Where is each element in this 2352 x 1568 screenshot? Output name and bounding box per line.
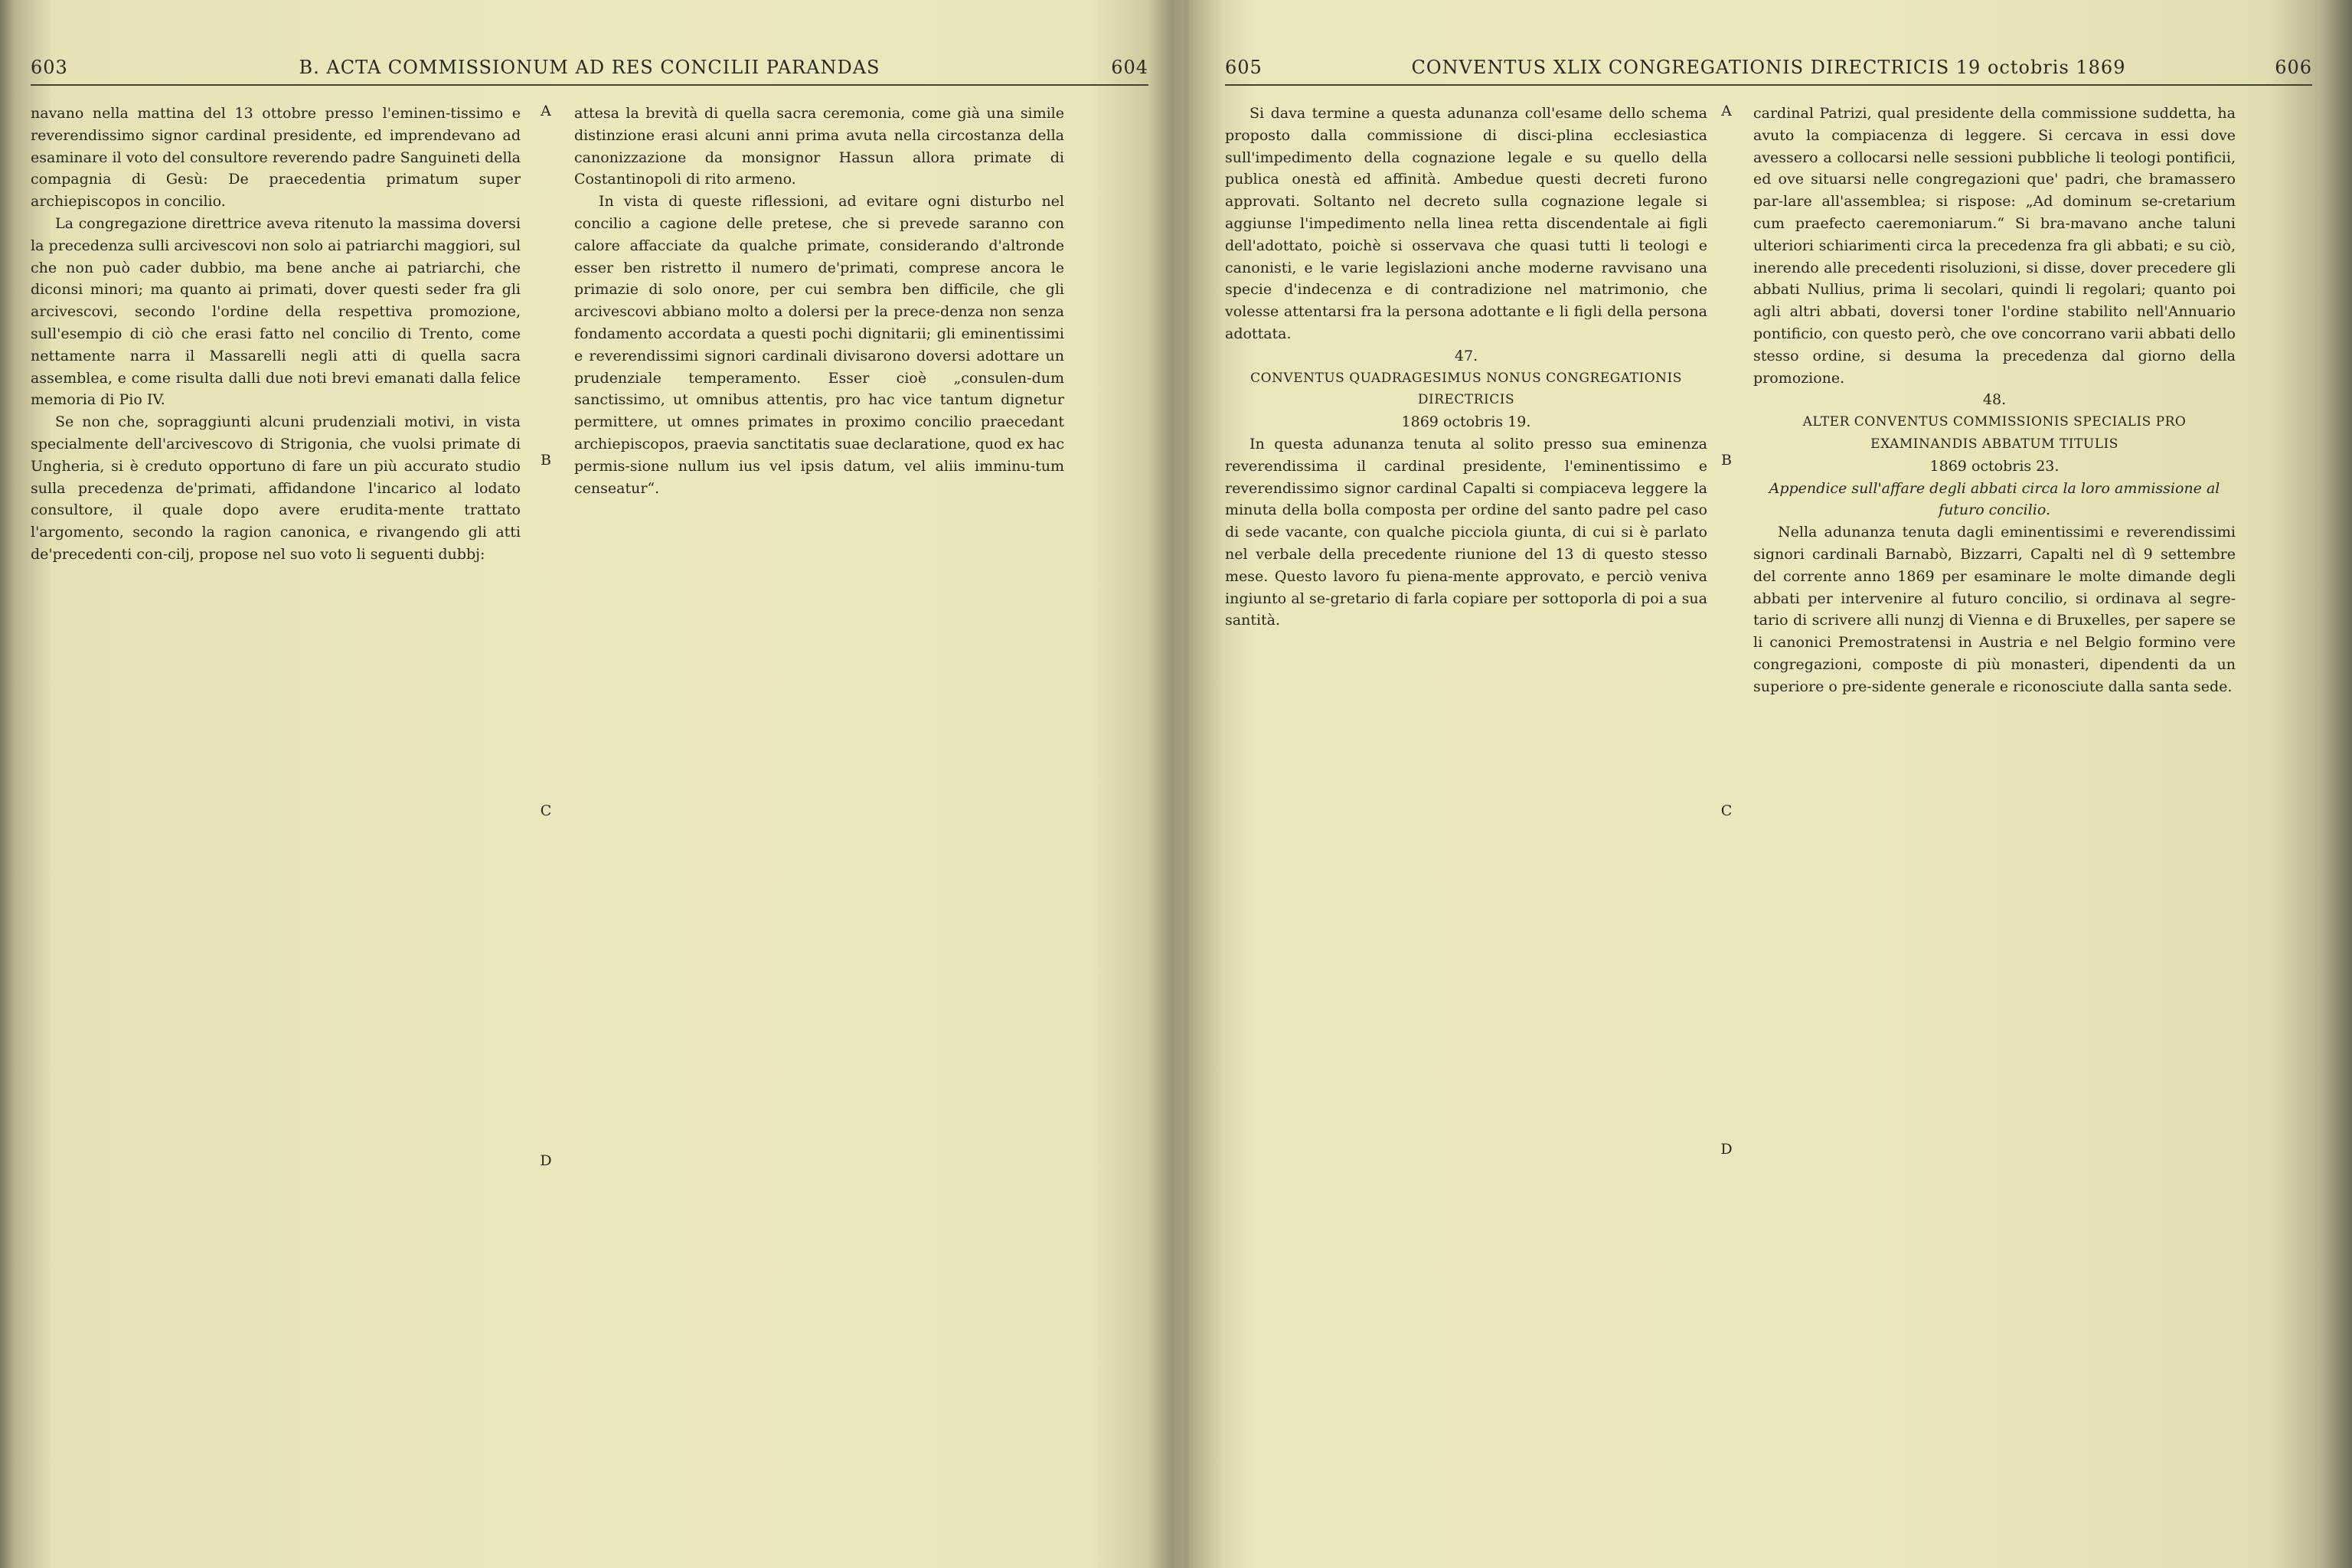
paragraph: cardinal Patrizi, qual presidente della commissione suddetta, ha avuto la compiacenza di leggere. Si cercava in essi dove avessero a collocarsi nelle sessioni pubbliche li teologi pontificii, ed ove situarsi nelle congregazioni que' padri, che bramassero par-lare all'assemblea; si rispose: „Ad dominum se-cretarium cum praefecto caeremoniarum.“ Si bra-mavano anche taluni ulteriori schiarimenti circa la precedenza fra gli abbati; e su ciò, inerendo alle precedenti risoluzioni, si disse, dover precedere gli abbati Nullius, prima li secolari, quindi li regolari; quanto poi agli altri abbati, doversi toner l'ordine stabilito nell'Annuario pontificio, con questo però, che ove concorrano varii abbati dello stesso ordine, si desuma la precedenza dal giorno della promozione. bbox=[1753, 105, 2236, 387]
section-date-48: 1869 octobris 23. bbox=[1929, 457, 2060, 475]
paragraph: attesa la brevità di quella sacra ceremonia, come già una simile distinzione erasi alcuni anni prima avuta nella circostanza della canonizzazione da monsignor Hassun allora primate di Costantinopoli di rito armeno. bbox=[574, 105, 1064, 188]
right-column-a bbox=[1225, 103, 1707, 1514]
paragraph: In questa adunanza tenuta al solito presso sua eminenza reverendissima il cardinal presidente, l'eminentissimo e reverendissimo signor cardinal Capalti si compiaceva leggere la minuta della bolla composta per ordine del santo padre pel caso di sede vacante, con qualche picciola giunta, di cui si è parlato nel verbale della precedente riunione del 13 di questo stesso mese. Questo lavoro fu piena-mente approvato, e perciò veniva ingiunto al se-gretario di farla copiare per sottoporla di poi a sua santità. bbox=[1225, 435, 1707, 629]
left-page bbox=[31, 0, 1148, 1568]
page-number-606: 606 bbox=[2275, 57, 2312, 78]
left-column-b bbox=[574, 103, 1064, 1514]
section-marker-c: C bbox=[1720, 802, 1733, 819]
paragraph: La congregazione direttrice aveva ritenuto la massima doversi la precedenza sulli arcivescovi non solo ai patriarchi maggiori, sul che non può cader dubbio, ma bene anche ai patriarchi, che diconsi minori; ma quanto ai primati, dover questi seder fra gli arcivescovi, secondo l'ordine della respettiva promozione, sull'esempio di ciò che erasi fatto nel concilio di Trento, come nettamente narra il Massarelli negli atti di quella sacra assemblea, e come risulta dalli due noti brevi emanati dalla felice memoria di Pio IV. bbox=[31, 214, 521, 409]
paragraph: navano nella mattina del 13 ottobre presso l'eminen-tissimo e reverendissimo signor cardinal presidente, ed imprendevano ad esaminare il voto del consultore reverendo padre Sanguineti della compagnia di Gesù: De praecedentia primatum super archiepiscopos in concilio. bbox=[31, 105, 521, 211]
running-head-left bbox=[31, 57, 1148, 84]
section-marker-d: D bbox=[1720, 1141, 1733, 1158]
section-date-47: 1869 octobris 19. bbox=[1401, 413, 1531, 431]
section-title-47: CONVENTUS QUADRAGESIMUS NONUS CONGREGATIONIS DIRECTRICIS bbox=[1250, 370, 1682, 408]
section-title-48: ALTER CONVENTUS COMMISSIONIS SPECIALIS PRO EXAMINANDIS ABBATUM TITULIS bbox=[1802, 414, 2187, 452]
book-gutter bbox=[1148, 0, 1225, 1568]
paragraph: Nella adunanza tenuta dagli eminentissimi e reverendissimi signori cardinali Barnabò, Bizzarri, Capalti nel dì 9 settembre del corrente anno 1869 per esaminare le molte dimande degli abbati per intervenire al futuro concilio, si ordinava al segre-tario di scrivere alli nunzj di Vienna e di Bruxelles, per sapere se li canonici Premostratensi in Austria e nel Belgio formino vere congregazioni, composte di più monasteri, dipendenti da un superiore o pre-sidente generale e riconosciute dalla santa sede. bbox=[1753, 524, 2236, 695]
running-title-left: B. ACTA COMMISSIONUM AD RES CONCILII PARANDAS bbox=[299, 57, 880, 78]
page-number-603: 603 bbox=[31, 57, 68, 78]
right-column-b bbox=[1753, 103, 2236, 1514]
running-head-right bbox=[1225, 57, 2312, 84]
section-number-47: 47. bbox=[1454, 347, 1478, 364]
header-rule bbox=[31, 84, 1148, 86]
header-rule bbox=[1225, 84, 2312, 86]
section-marker-b: B bbox=[1721, 452, 1732, 469]
page-number-604: 604 bbox=[1111, 57, 1148, 78]
section-number-48: 48. bbox=[1982, 391, 2007, 409]
section-marker-a: A bbox=[541, 103, 551, 119]
paragraph: Se non che, sopraggiunti alcuni prudenziali motivi, in vista specialmente dell'arcivescovo di Strigonia, che vuolsi primate di Ungheria, si è creduto opportuno di fare un più accurato studio sulla precedenza de'primati, affidandone l'incarico al lodato consultore, il quale dopo avere erudita-mente trattato l'argomento, secondo la ragion canonica, e rivangendo gli atti de'precedenti con-cilj, propose nel suo voto li seguenti dubbj: bbox=[31, 413, 521, 563]
paragraph: Si dava termine a questa adunanza coll'esame dello schema proposto dalla commissione di disci-plina ecclesiastica sull'impedimento della cognazione legale e su quello della publica onestà ed affinità. Ambedue questi decreti furono approvati. Soltanto nel decreto sulla cognazione legale si aggiunse l'impedimento nella linea retta discendentale ai figli dell'adottato, poichè si osservava che quasi tutti li teologi e canonisti, e le varie legislazioni anche moderne ravvisano una specie d'indecenza e di contradizione nel matrimonio, che volesse attentarsi fra la persona adottante e li figli della persona adottata. bbox=[1225, 105, 1707, 342]
section-marker-c: C bbox=[540, 802, 552, 819]
running-title-right: CONVENTUS XLIX CONGREGATIONIS DIRECTRICIS 19 octobris 1869 bbox=[1411, 57, 2126, 78]
page-number-605: 605 bbox=[1225, 57, 1263, 78]
paragraph: In vista di queste riflessioni, ad evitare ogni disturbo nel concilio a cagione delle pretese, che si prevede saranno con calore affacciate da qualche primate, considerando d'altronde esser ben ristretto il numero de'primati, comprese ancora le primazie di solo onore, per cui sembra ben difficile, che gli arcivescovi abbiano molto a dolersi per la prece-denza non senza fondamento accordata a questi pochi dignitarii; gli eminentissimi e reverendissimi signori cardinali divisarono doversi adottare un prudenziale temperamento. Esser cioè „consulen-dum sanctissimo, ut omnibus attentis, pro hac vice tantum dignetur permittere, ut omnes primates in proximo concilio praecedant archiepiscopos, praevia sanctitatis suae declaratione, quod ex hac permis-sione nullum ius vel ipsis datum, vel aliis imminu-tum censeatur“. bbox=[574, 193, 1064, 497]
section-marker-b: B bbox=[541, 452, 551, 469]
section-marker-d: D bbox=[540, 1152, 552, 1169]
right-page bbox=[1225, 0, 2312, 1568]
section-subtitle-48: Appendice sull'affare degli abbati circa la loro ammissione al futuro concilio. bbox=[1769, 479, 2220, 519]
left-column-a bbox=[31, 103, 521, 1514]
section-marker-a: A bbox=[1721, 103, 1732, 119]
